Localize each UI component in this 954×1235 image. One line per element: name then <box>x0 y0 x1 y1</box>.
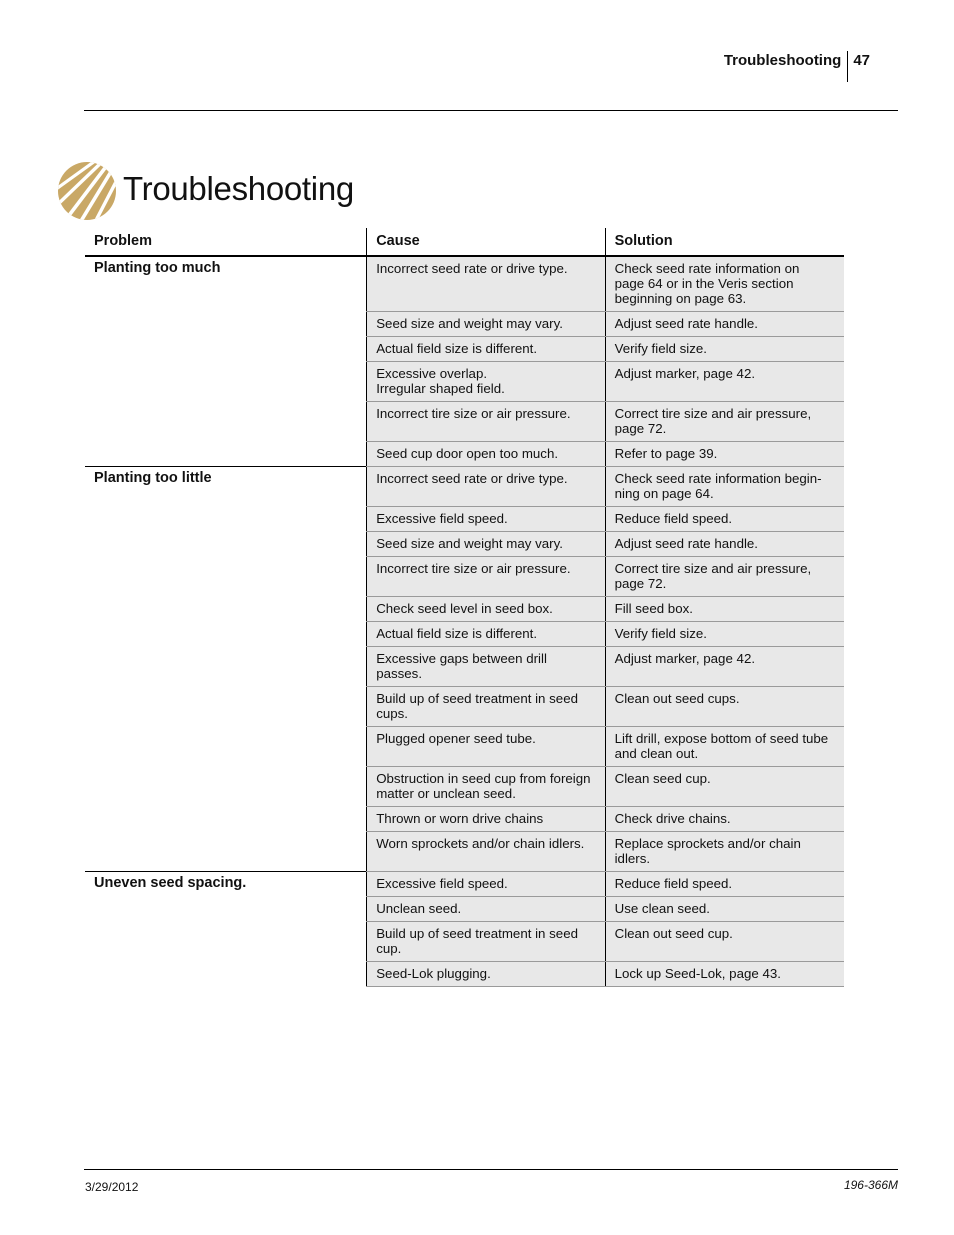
footer-rule <box>84 1169 898 1170</box>
cause-cell: Actual field size is different. <box>367 337 605 362</box>
cause-cell: Excessive gaps between drill passes. <box>367 647 605 687</box>
page-number: 47 <box>853 52 870 69</box>
solution-cell: Lift drill, expose bottom of seed tube and clean out. <box>605 727 844 767</box>
column-header-solution: Solution <box>605 228 844 256</box>
cause-cell: Incorrect seed rate or drive type. <box>367 467 605 507</box>
cause-cell: Seed size and weight may vary. <box>367 312 605 337</box>
cause-cell: Plugged opener seed tube. <box>367 727 605 767</box>
solution-cell: Correct tire size and air pressure, page 72. <box>605 402 844 442</box>
table-row <box>85 872 844 897</box>
cause-cell: Excessive overlap. Irregular shaped field. <box>367 362 605 402</box>
table-body <box>85 256 844 987</box>
cause-cell: Incorrect tire size or air pressure. <box>367 557 605 597</box>
header-section: Troubleshooting <box>723 52 842 69</box>
solution-cell: Use clean seed. <box>605 897 844 922</box>
field-rows-logo-icon <box>58 162 116 220</box>
page-title: Troubleshooting <box>123 170 354 208</box>
solution-cell: Adjust marker, page 42. <box>605 647 844 687</box>
solution-cell: Adjust seed rate handle. <box>605 312 844 337</box>
cause-cell: Seed-Lok plugging. <box>367 962 605 987</box>
cause-cell: Excessive field speed. <box>367 872 605 897</box>
solution-cell: Verify field size. <box>605 622 844 647</box>
solution-cell: Correct tire size and air pressure, page 72. <box>605 557 844 597</box>
table-header-row <box>85 228 844 256</box>
cause-cell: Actual field size is different. <box>367 622 605 647</box>
solution-cell: Adjust marker, page 42. <box>605 362 844 402</box>
solution-cell: Reduce field speed. <box>605 872 844 897</box>
cause-cell: Excessive field speed. <box>367 507 605 532</box>
cause-cell: Incorrect tire size or air pressure. <box>367 402 605 442</box>
solution-cell: Check seed rate information on page 64 or in the Veris section beginning on page 63. <box>605 256 844 312</box>
problem-cell: Planting too little <box>85 467 367 872</box>
cause-cell: Build up of seed treatment in seed cup. <box>367 922 605 962</box>
solution-cell: Check drive chains. <box>605 807 844 832</box>
cause-cell: Seed cup door open too much. <box>367 442 605 467</box>
running-header <box>724 52 870 82</box>
title-block <box>58 150 354 232</box>
solution-cell: Clean seed cup. <box>605 767 844 807</box>
solution-cell: Clean out seed cup. <box>605 922 844 962</box>
cause-cell: Unclean seed. <box>367 897 605 922</box>
solution-cell: Refer to page 39. <box>605 442 844 467</box>
problem-cell: Uneven seed spacing. <box>85 872 367 987</box>
cause-cell: Thrown or worn drive chains <box>367 807 605 832</box>
table-row <box>85 467 844 507</box>
solution-cell: Reduce field speed. <box>605 507 844 532</box>
footer-date: 3/29/2012 <box>85 1180 139 1194</box>
header-divider <box>847 51 848 82</box>
cause-cell: Build up of seed treatment in seed cups. <box>367 687 605 727</box>
solution-cell: Replace sprockets and/or chain idlers. <box>605 832 844 872</box>
solution-cell: Fill seed box. <box>605 597 844 622</box>
solution-cell: Check seed rate information begin- ning on page 64. <box>605 467 844 507</box>
cause-cell: Check seed level in seed box. <box>367 597 605 622</box>
cause-cell: Worn sprockets and/or chain idlers. <box>367 832 605 872</box>
column-header-cause: Cause <box>367 228 605 256</box>
cause-cell: Obstruction in seed cup from foreign matter or unclean seed. <box>367 767 605 807</box>
table-row <box>85 256 844 312</box>
cause-cell: Seed size and weight may vary. <box>367 532 605 557</box>
header-rule <box>84 110 898 111</box>
cause-cell: Incorrect seed rate or drive type. <box>367 256 605 312</box>
solution-cell: Clean out seed cups. <box>605 687 844 727</box>
solution-cell: Adjust seed rate handle. <box>605 532 844 557</box>
footer-doc-number: 196-366M <box>843 1178 898 1192</box>
troubleshooting-table <box>85 228 844 987</box>
problem-cell: Planting too much <box>85 256 367 467</box>
solution-cell: Verify field size. <box>605 337 844 362</box>
column-header-problem: Problem <box>85 228 367 256</box>
solution-cell: Lock up Seed-Lok, page 43. <box>605 962 844 987</box>
